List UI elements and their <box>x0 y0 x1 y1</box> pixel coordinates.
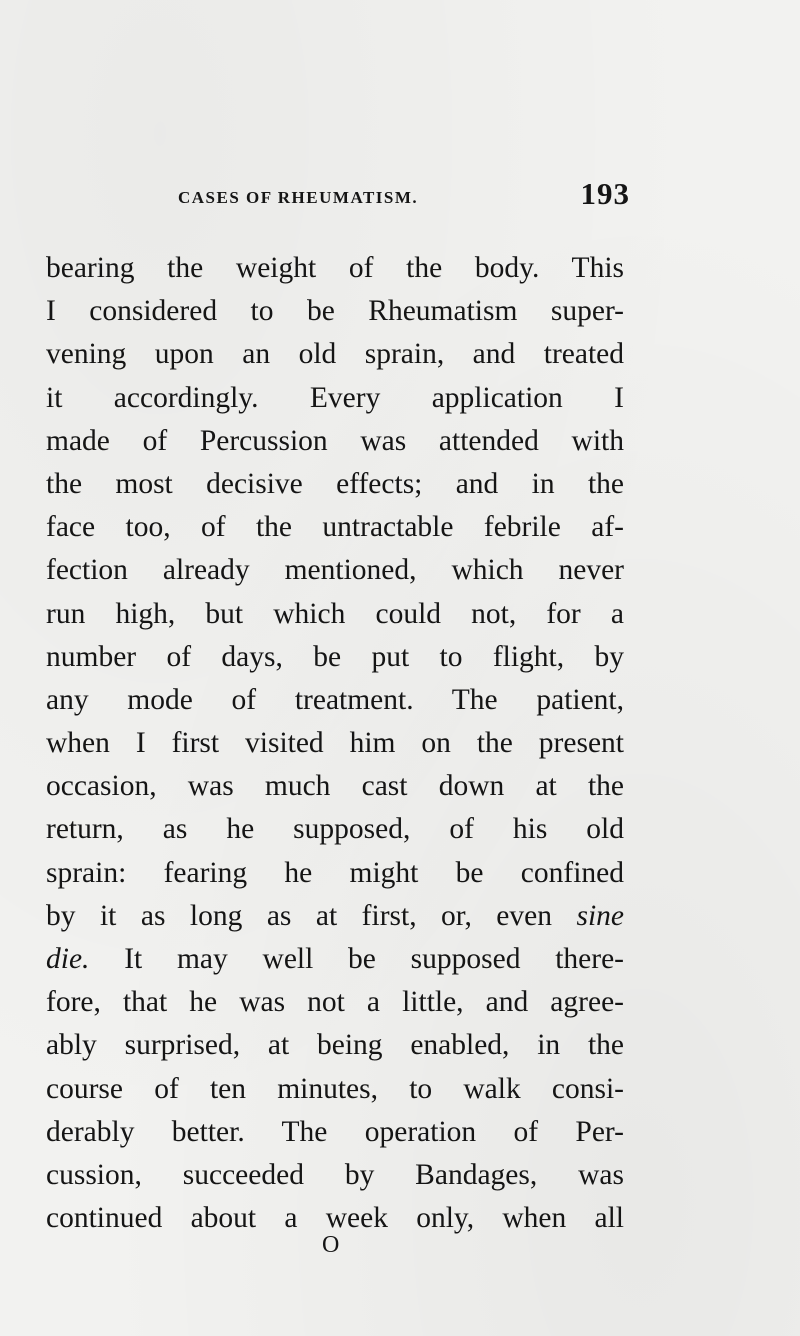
text-line: vening upon an old sprain, and treated <box>46 338 624 371</box>
text-line: bearing the weight of the body. This <box>46 252 624 284</box>
text-line: when I first visited him on the present <box>46 727 624 760</box>
italic-word: die. <box>46 943 90 975</box>
text-line: continued about a week only, when all <box>46 1202 624 1235</box>
signature-mark: O <box>322 1232 340 1258</box>
text-line: derably better. The operation of Per- <box>46 1115 624 1148</box>
italic-word: sine <box>576 899 625 932</box>
text-line: return, as he supposed, of his old <box>46 813 624 846</box>
running-head <box>178 176 630 216</box>
text-line <box>46 895 624 938</box>
text-line: I considered to be Rheumatism super- <box>46 295 624 328</box>
text-line: the most decisive effects; and in the <box>46 467 624 500</box>
text-line: course of ten minutes, to walk consi- <box>46 1072 624 1105</box>
running-title: CASES OF RHEUMATISM. <box>178 188 419 207</box>
text-line: number of days, be put to flight, by <box>46 640 624 673</box>
text-line: run high, but which could not, for a <box>46 597 624 630</box>
text-line: occasion, was much cast down at the <box>46 770 624 803</box>
text-line: made of Percussion was attended with <box>46 424 624 457</box>
text-line: fore, that he was not a little, and agree- <box>46 986 624 1019</box>
text-line: cussion, succeeded by Bandages, was <box>46 1158 624 1191</box>
page-number: 193 <box>580 176 630 211</box>
text-line: ably surprised, at being enabled, in the <box>46 1029 624 1062</box>
text-line: any mode of treatment. The patient, <box>46 683 624 716</box>
text-line <box>46 938 624 981</box>
line-text: It may well be supposed there- <box>124 943 625 975</box>
body-text <box>46 247 624 1240</box>
line-text: by it as long as at first, or, even <box>46 899 552 932</box>
text-line: sprain: fearing he might be confined <box>46 856 624 889</box>
text-line: it accordingly. Every application I <box>46 381 624 414</box>
text-line: fection already mentioned, which never <box>46 554 624 587</box>
text-line: face too, of the untractable febrile af- <box>46 511 624 544</box>
